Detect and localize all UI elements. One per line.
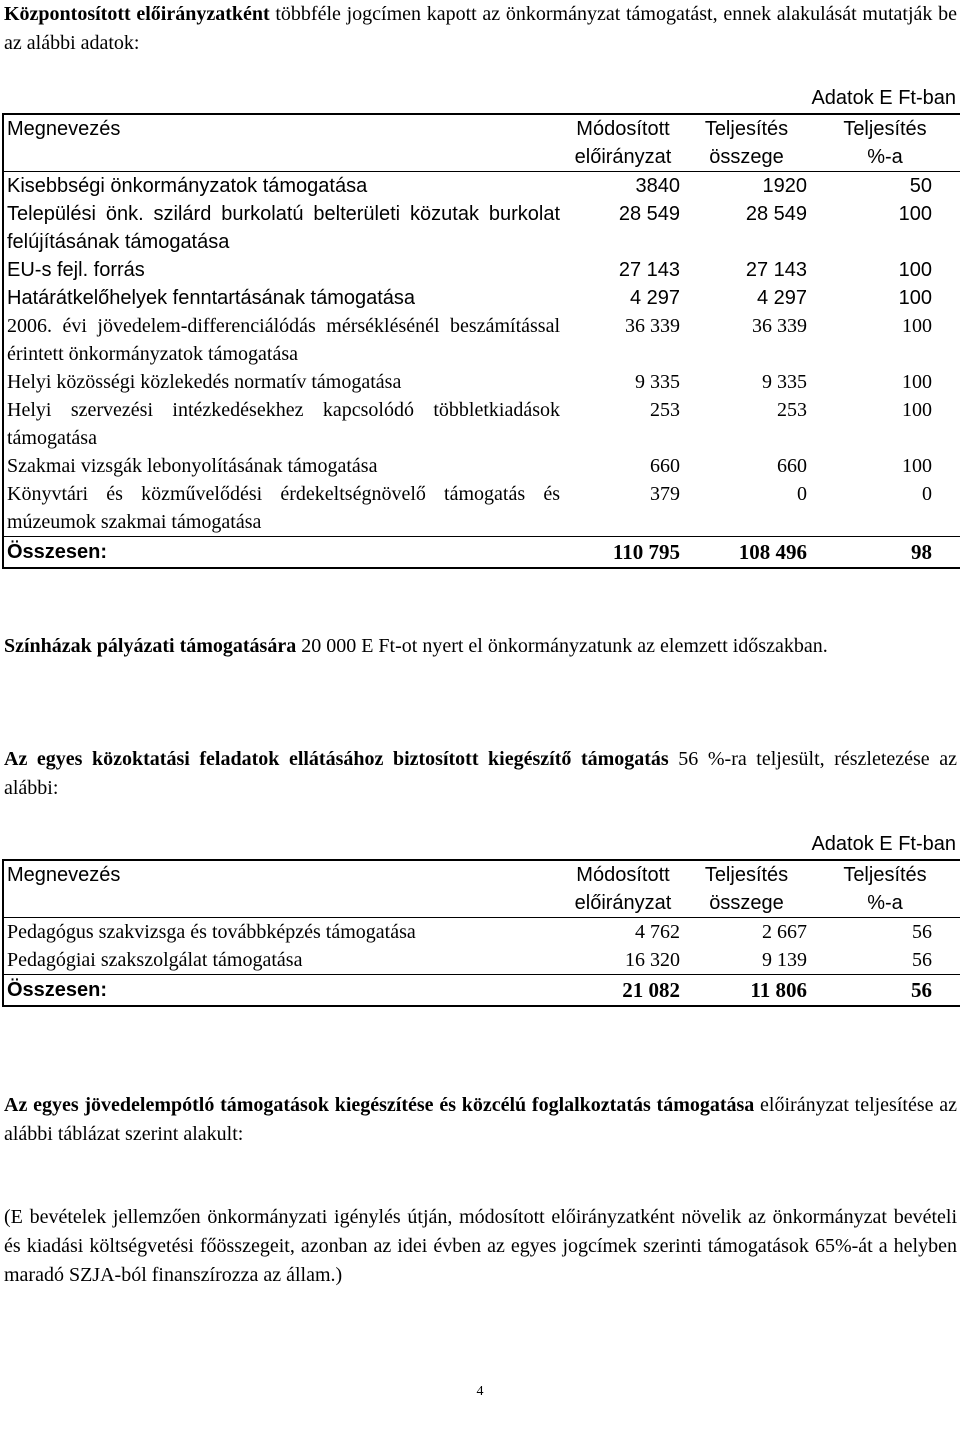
total-mod: 21 082 (563, 975, 683, 1007)
header-name: Megnevezés (3, 114, 563, 172)
para2-bold: Színházak pályázati támogatására (4, 635, 297, 657)
row-name: Települési önk. szilárd burkolatú belterületi közutak burkolat felújításának támogatása (7, 203, 560, 253)
row-name: Határátkelőhelyek fenntartásának támogatása (7, 287, 416, 309)
row-pct: 100 (902, 399, 932, 421)
table-row (3, 312, 960, 368)
row-pct: 0 (922, 483, 932, 505)
table-kozpontositott (2, 113, 960, 569)
total-pct: 56 (810, 975, 960, 1007)
row-mod: 27 143 (618, 259, 680, 281)
row-name: Szakmai vizsgák lebonyolításának támogatása (7, 455, 378, 477)
header-teljesites: Teljesítés összege (683, 114, 810, 172)
table-row (3, 172, 960, 201)
unit-label-1: Adatok E Ft-ban (811, 87, 956, 109)
para3-bold: Az egyes közoktatási feladatok ellátásához biztosított kiegészítő támogatás (4, 748, 669, 770)
para4-text: előirányzat teljesítése az alábbi táblázat szerint alakult: (4, 1094, 957, 1145)
total-mod: 110 795 (563, 537, 683, 569)
table-row (3, 918, 960, 947)
row-mod: 253 (650, 399, 680, 421)
row-mod: 3840 (635, 175, 680, 197)
row-name: Pedagógiai szakszolgálat támogatása (7, 949, 303, 971)
table-row (3, 946, 960, 975)
table-total-row (3, 975, 960, 1007)
row-tel: 253 (777, 399, 807, 421)
row-mod: 4 762 (635, 921, 680, 943)
row-tel: 660 (777, 455, 807, 477)
header-modositott: Módosított előirányzat (563, 860, 683, 918)
table-total-row (3, 537, 960, 569)
row-pct: 100 (902, 315, 932, 337)
table-row (3, 284, 960, 312)
total-tel: 11 806 (683, 975, 810, 1007)
row-mod: 379 (650, 483, 680, 505)
paragraph-jovedelempotlo (4, 1091, 957, 1149)
header-teljesites-pct: Teljesítés %-a (810, 860, 960, 918)
header-teljesites: Teljesítés összege (683, 860, 810, 918)
row-mod: 36 339 (625, 315, 680, 337)
table-row (3, 368, 960, 396)
row-name: Helyi közösségi közlekedés normatív támogatása (7, 371, 402, 393)
table-header-row (3, 860, 960, 918)
intro-text: többféle jogcímen kapott az önkormányzat támogatást, ennek alakulását mutatják be az alábbi adatok: (4, 3, 957, 54)
row-tel: 36 339 (752, 315, 807, 337)
row-pct: 100 (898, 287, 932, 309)
table-row (3, 200, 960, 256)
row-mod: 16 320 (625, 949, 680, 971)
intro-paragraph (4, 0, 957, 58)
row-name: Pedagógus szakvizsga és továbbképzés támogatása (7, 921, 416, 943)
row-tel: 27 143 (745, 259, 807, 281)
row-tel: 9 139 (762, 949, 807, 971)
row-mod: 660 (650, 455, 680, 477)
row-mod: 9 335 (635, 371, 680, 393)
total-tel: 108 496 (683, 537, 810, 569)
page-number: 4 (476, 1384, 484, 1399)
table-row (3, 452, 960, 480)
para4-bold: Az egyes jövedelempótló támogatások kiegészítése és közcélú foglalkoztatás támogatása (4, 1094, 755, 1116)
paragraph-megjegyzes: (E bevételek jellemzően önkormányzati igénylés útján, módosított előirányzatként növelik az önkormányzat bevételi és kiadási költségvetési főösszegeit, azonban az idei évben az egyes jogcímek szerinti támogatások 65%-át a helyben maradó SZJA-ból finanszírozza az állam.) (4, 1206, 957, 1286)
row-tel: 1920 (762, 175, 807, 197)
row-name: 2006. évi jövedelem-differenciálódás mérséklésénél beszámítással érintett önkormányzatok támogatása (7, 315, 560, 365)
row-mod: 4 297 (629, 287, 680, 309)
row-pct: 56 (912, 949, 932, 971)
para3-text: 56 %-ra teljesült, részletezése az alábbi: (4, 748, 957, 799)
para2-text: 20 000 E Ft-ot nyert el önkormányzatunk az elemzett időszakban. (296, 635, 828, 657)
row-pct: 100 (898, 259, 932, 281)
row-pct: 56 (912, 921, 932, 943)
paragraph-kozoktatas (4, 745, 957, 803)
row-name: Kisebbségi önkormányzatok támogatása (7, 175, 368, 197)
row-pct: 100 (898, 203, 932, 225)
header-name: Megnevezés (3, 860, 563, 918)
intro-bold: Központosított előirányzatként (4, 3, 270, 25)
table-kozoktatas (2, 859, 960, 1007)
table-row (3, 396, 960, 452)
row-tel: 28 549 (745, 203, 807, 225)
total-label: Összesen: (3, 975, 563, 1007)
row-tel: 0 (797, 483, 807, 505)
total-pct: 98 (810, 537, 960, 569)
row-name: Helyi szervezési intézkedésekhez kapcsolódó többletkiadások támogatása (7, 399, 560, 449)
table-row (3, 480, 960, 537)
row-pct: 100 (902, 455, 932, 477)
row-tel: 4 297 (756, 287, 807, 309)
row-pct: 100 (902, 371, 932, 393)
header-teljesites-pct: Teljesítés %-a (810, 114, 960, 172)
row-tel: 9 335 (762, 371, 807, 393)
row-name: Könyvtári és közművelődési érdekeltségnövelő támogatás és múzeumok szakmai támogatása (7, 483, 560, 533)
header-modositott: Módosított előirányzat (563, 114, 683, 172)
table-header-row (3, 114, 960, 172)
row-pct: 50 (909, 175, 932, 197)
table-row (3, 256, 960, 284)
total-label: Összesen: (3, 537, 563, 569)
row-name: EU-s fejl. forrás (7, 259, 145, 281)
row-tel: 2 667 (762, 921, 807, 943)
row-mod: 28 549 (618, 203, 680, 225)
paragraph-szinhazak (4, 632, 957, 661)
unit-label-2: Adatok E Ft-ban (811, 833, 956, 855)
